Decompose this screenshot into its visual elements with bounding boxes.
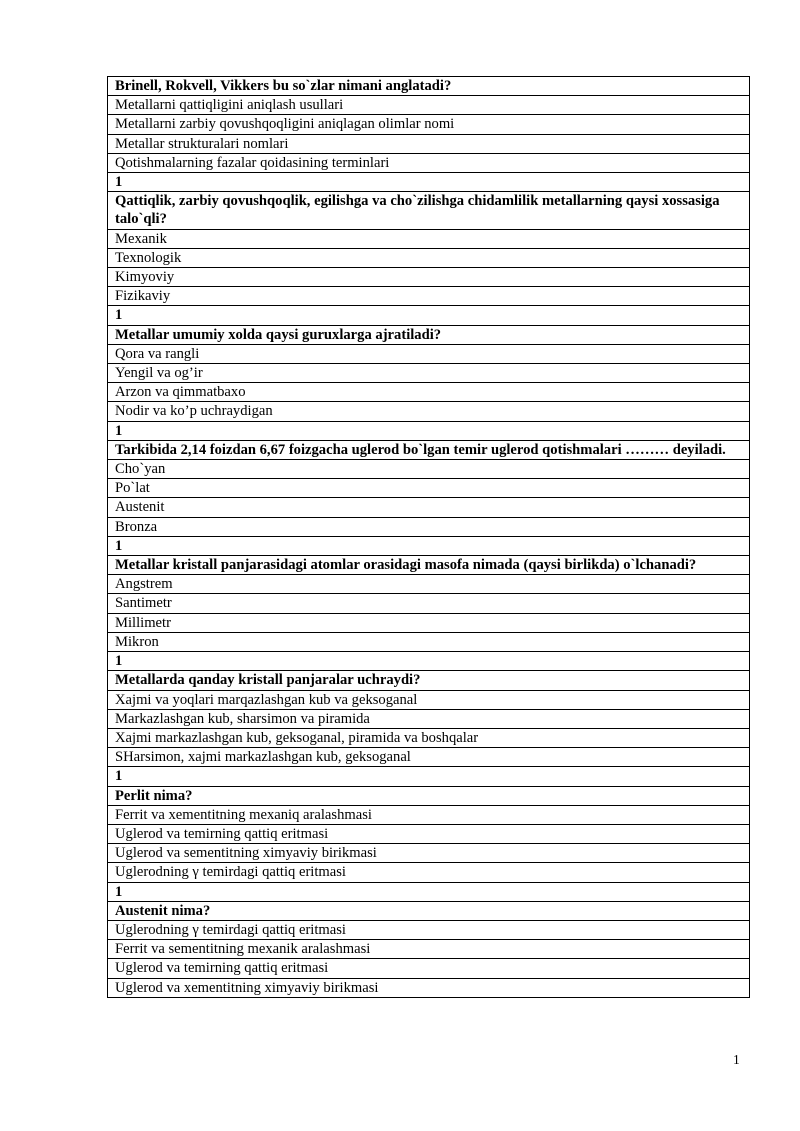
question-row [108, 671, 750, 690]
option-row [108, 709, 750, 728]
answer-key-row [108, 536, 750, 555]
option-text: Metallar strukturalari nomlari [108, 134, 750, 153]
option-row [108, 287, 750, 306]
answer-key-row [108, 173, 750, 192]
option-text: Angstrem [108, 575, 750, 594]
page-number: 1 [733, 1052, 740, 1067]
question-text: Metallarda qanday kristall panjaralar uchraydi? [108, 671, 750, 690]
option-text: Fizikaviy [108, 287, 750, 306]
option-text: Cho`yan [108, 460, 750, 479]
option-row [108, 613, 750, 632]
question-text: Perlit nima? [108, 786, 750, 805]
question-row [108, 192, 750, 229]
option-row [108, 959, 750, 978]
option-row [108, 748, 750, 767]
option-text: Xajmi markazlashgan kub, geksoganal, piramida va boshqalar [108, 728, 750, 747]
question-row [108, 325, 750, 344]
option-row [108, 402, 750, 421]
question-text: Qattiqlik, zarbiy qovushqoqlik, egilishga va cho`zilishga chidamlilik metallarning qaysi xossasiga talo`qli? [108, 192, 750, 229]
answer-key: 1 [108, 882, 750, 901]
option-row [108, 863, 750, 882]
option-text: Millimetr [108, 613, 750, 632]
option-text: Mexanik [108, 229, 750, 248]
question-text: Tarkibida 2,14 foizdan 6,67 foizgacha uglerod bo`lgan temir uglerod qotishmalari ……… deyiladi. [108, 440, 750, 459]
option-text: Uglerodning γ temirdagi qattiq eritmasi [108, 920, 750, 939]
question-text: Metallar umumiy xolda qaysi guruxlarga ajratiladi? [108, 325, 750, 344]
option-row [108, 575, 750, 594]
option-row [108, 978, 750, 997]
question-row [108, 786, 750, 805]
answer-key: 1 [108, 536, 750, 555]
option-text: Texnologik [108, 248, 750, 267]
option-row [108, 517, 750, 536]
option-text: Uglerod va xementitning ximyaviy birikmasi [108, 978, 750, 997]
option-text: Uglerod va temirning qattiq eritmasi [108, 824, 750, 843]
option-row [108, 383, 750, 402]
answer-key: 1 [108, 306, 750, 325]
answer-key-row [108, 882, 750, 901]
option-row [108, 728, 750, 747]
option-text: Santimetr [108, 594, 750, 613]
option-row [108, 460, 750, 479]
option-text: Metallarni qattiqligini aniqlash usullari [108, 96, 750, 115]
option-row [108, 690, 750, 709]
option-text: Bronza [108, 517, 750, 536]
option-text: Uglerodning γ temirdagi qattiq eritmasi [108, 863, 750, 882]
option-text: Markazlashgan kub, sharsimon va piramida [108, 709, 750, 728]
answer-key-row [108, 652, 750, 671]
option-row [108, 920, 750, 939]
option-row [108, 844, 750, 863]
answer-key: 1 [108, 421, 750, 440]
option-text: Uglerod va sementitning ximyaviy birikmasi [108, 844, 750, 863]
quiz-body [108, 77, 750, 998]
option-text: Qora va rangli [108, 344, 750, 363]
option-row [108, 498, 750, 517]
option-row [108, 96, 750, 115]
option-row [108, 364, 750, 383]
option-text: Yengil va og’ir [108, 364, 750, 383]
quiz-table [107, 76, 750, 998]
option-row [108, 344, 750, 363]
option-text: Nodir va ko’p uchraydigan [108, 402, 750, 421]
option-text: Austenit [108, 498, 750, 517]
option-text: Arzon va qimmatbaxo [108, 383, 750, 402]
option-row [108, 940, 750, 959]
option-row [108, 229, 750, 248]
option-row [108, 479, 750, 498]
option-row [108, 805, 750, 824]
option-row [108, 268, 750, 287]
option-row [108, 632, 750, 651]
option-text: Uglerod va temirning qattiq eritmasi [108, 959, 750, 978]
question-text: Austenit nima? [108, 901, 750, 920]
question-text: Metallar kristall panjarasidagi atomlar orasidagi masofa nimada (qaysi birlikda) o`lchanadi? [108, 556, 750, 575]
answer-key: 1 [108, 173, 750, 192]
option-text: Mikron [108, 632, 750, 651]
answer-key-row [108, 306, 750, 325]
option-text: Xajmi va yoqlari marqazlashgan kub va geksoganal [108, 690, 750, 709]
option-row [108, 248, 750, 267]
option-text: SHarsimon, xajmi markazlashgan kub, geksoganal [108, 748, 750, 767]
option-text: Qotishmalarning fazalar qoidasining terminlari [108, 153, 750, 172]
answer-key-row [108, 421, 750, 440]
answer-key: 1 [108, 767, 750, 786]
option-row [108, 824, 750, 843]
answer-key: 1 [108, 652, 750, 671]
option-row [108, 115, 750, 134]
question-text: Brinell, Rokvell, Vikkers bu so`zlar nimani anglatadi? [108, 77, 750, 96]
question-row [108, 901, 750, 920]
option-text: Po`lat [108, 479, 750, 498]
option-row [108, 134, 750, 153]
question-row [108, 77, 750, 96]
option-row [108, 594, 750, 613]
question-row [108, 440, 750, 459]
question-row [108, 556, 750, 575]
option-text: Ferrit va xementitning mexaniq aralashmasi [108, 805, 750, 824]
option-text: Ferrit va sementitning mexanik aralashmasi [108, 940, 750, 959]
answer-key-row [108, 767, 750, 786]
option-text: Kimyoviy [108, 268, 750, 287]
option-text: Metallarni zarbiy qovushqoqligini aniqlagan olimlar nomi [108, 115, 750, 134]
option-row [108, 153, 750, 172]
